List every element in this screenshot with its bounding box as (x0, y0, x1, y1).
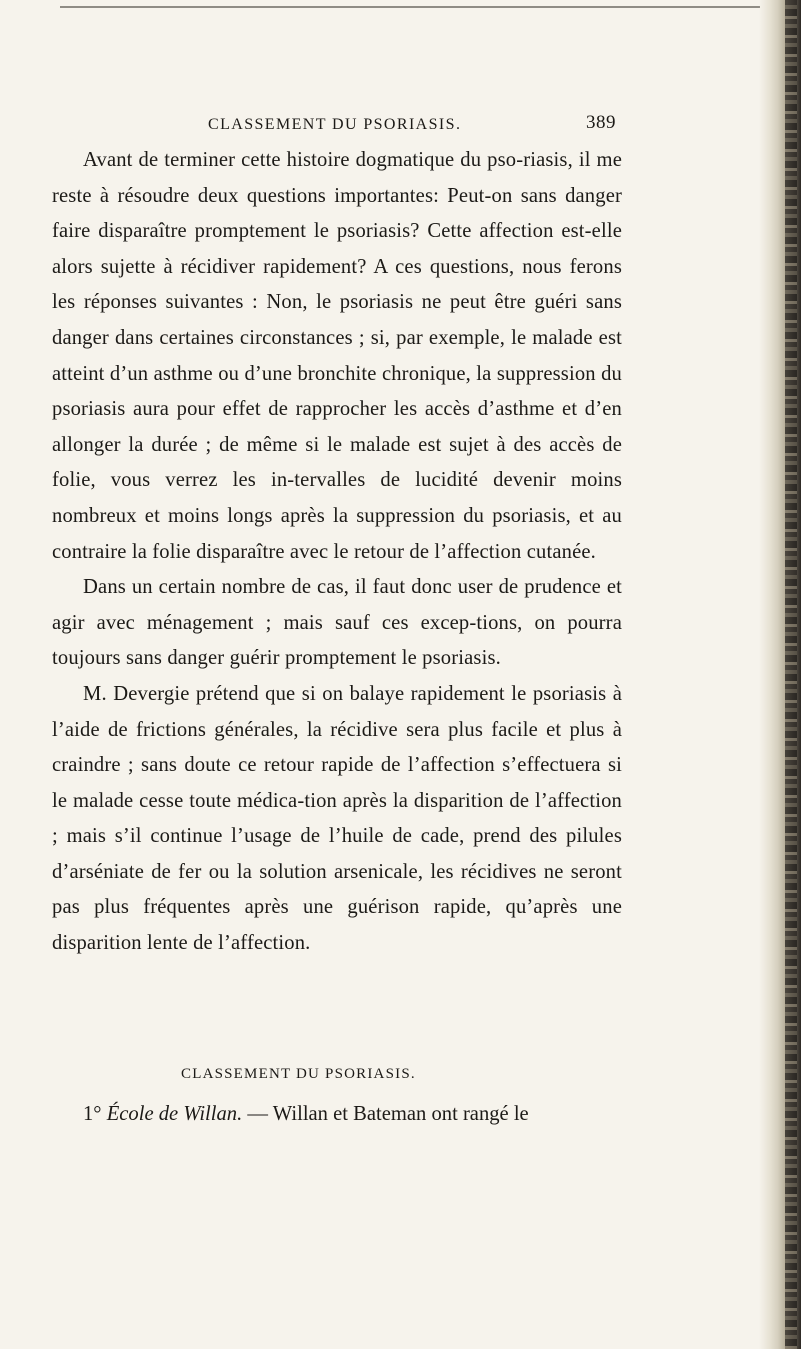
section-heading: CLASSEMENT DU PSORIASIS. (181, 1066, 416, 1082)
section-text: — Willan et Bateman ont rangé le (242, 1103, 529, 1125)
section-item-number: 1° (83, 1103, 102, 1125)
school-name: École de Willan. (106, 1103, 243, 1125)
running-head-title: CLASSEMENT DU PSORIASIS. (208, 116, 462, 133)
book-page (52, 0, 764, 1349)
paragraph-3: M. Devergie prétend que si on balaye rapidement le psoriasis à l’aide de frictions générales, la récidive sera plus facile et plus à craindre ; sans doute ce retour rapide de l’affection s’effectuera si le malade cesse toute médica-tion après la disparition de l’affection ; mais s’il continue l’usage de l’huile de cade, prend des pilules d’arséniate de fer ou la solution arsenicale, les récidives ne seront pas plus fréquentes après une guérison rapide, qu’après une disparition lente de l’affection. (52, 682, 622, 955)
running-head (52, 112, 632, 140)
binding-texture (785, 0, 797, 1349)
paragraph-1: Avant de terminer cette histoire dogmatique du pso-riasis, il me reste à résoudre deux questions importantes: Peut-on sans danger faire disparaître promptement le psoriasis? Cette affection est-elle alors sujette à récidiver rapidement? A ces questions, nous ferons les réponses suivantes : Non, le psoriasis ne peut être guéri sans danger dans certaines circonstances ; si, par exemple, le malade est atteint d’un asthme ou d’une bronchite chronique, la suppression du psoriasis aura pour effet de rapprocher les accès d’asthme et d’en allonger la durée ; de même si le malade est sujet à des accès de folie, vous verrez les in-tervalles de lucidité devenir moins nombreux et moins longs après la suppression du psoriasis, et au contraire la folie disparaître avec le retour de l’affection cutanée. (52, 149, 622, 563)
section-first-line (52, 1097, 622, 1133)
body-text (52, 143, 622, 962)
paragraph-2: Dans un certain nombre de cas, il faut donc user de prudence et agir avec ménagement ; mais sauf ces excep-tions, on pourra toujours sans danger guérir promptement le psoriasis. (52, 576, 622, 670)
page-number: 389 (586, 112, 616, 133)
